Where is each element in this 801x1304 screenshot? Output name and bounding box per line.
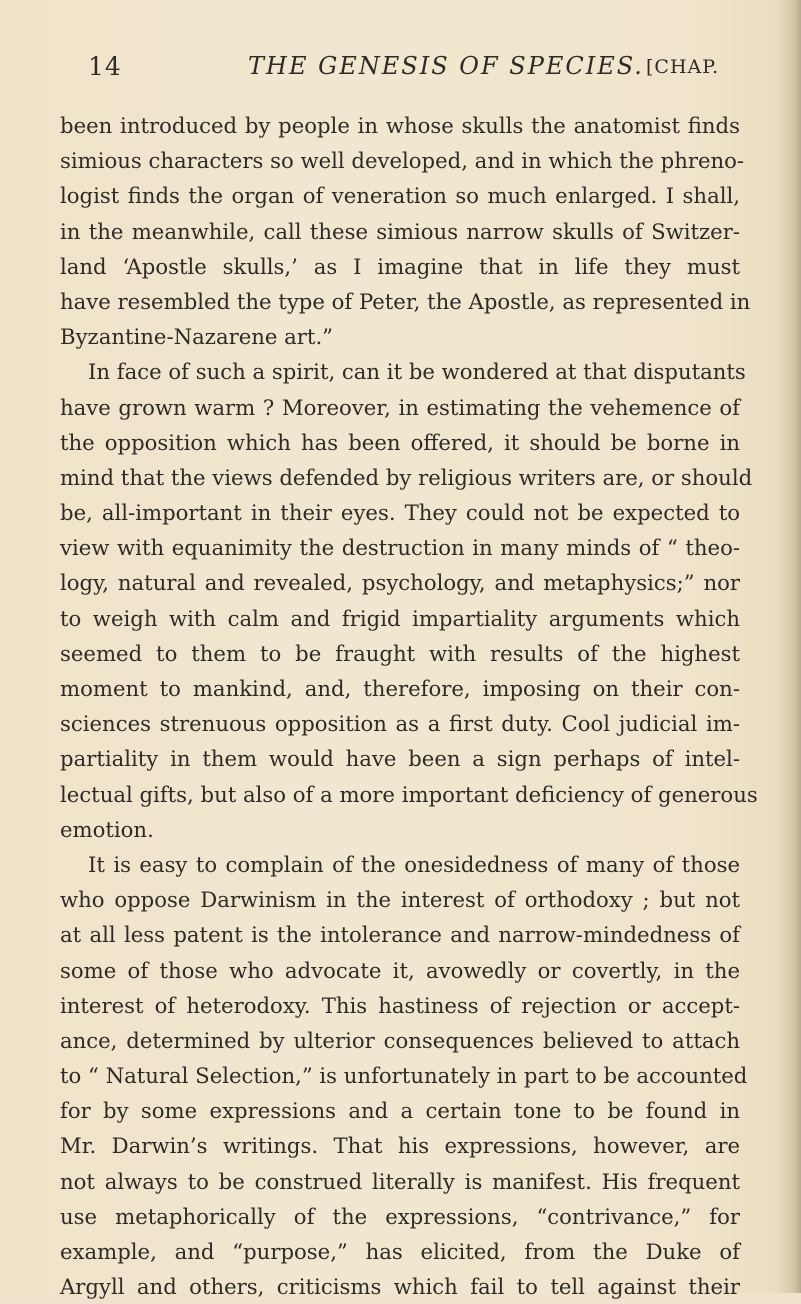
paragraph-start-line: In face of such a spirit, can it be wondered at that disputants <box>88 359 746 385</box>
text-line: the opposition which has been offered, it should be borne in <box>60 429 740 455</box>
text-line: have resembled the type of Peter, the Apostle, as represented in <box>60 288 751 314</box>
text-line: logist finds the organ of veneration so much enlarged. I shall, <box>60 183 740 209</box>
text-line: example, and “purpose,” has elicited, from the Duke of <box>60 1239 740 1264</box>
page-number: 14 <box>88 52 122 81</box>
page-header <box>0 52 801 92</box>
text-line: logy, natural and revealed, psychology, and metaphysics;” nor <box>60 570 740 596</box>
text-line: for by some expressions and a certain tone to be found in <box>60 1098 740 1124</box>
text-line: be, all-important in their eyes. They could not be expected to <box>60 500 740 526</box>
text-line: who oppose Darwinism in the interest of orthodoxy ; but not <box>60 887 740 913</box>
text-line: in the meanwhile, call these simious narrow skulls of Switzer- <box>60 218 740 244</box>
text-line: mind that the views defended by religious writers are, or should <box>60 464 753 490</box>
body-text <box>60 108 758 1304</box>
text-line: sciences strenuous opposition as a first duty. Cool judicial im- <box>60 711 740 737</box>
text-line: land ‘Apostle skulls,’ as I imagine that in life they must <box>60 253 740 279</box>
text-line: Byzantine-Nazarene art.” <box>60 324 334 350</box>
text-line: Argyll and others, criticisms which fail to tell against their <box>60 1274 740 1300</box>
paragraph-start-line: It is easy to complain of the onesidedness of many of those <box>88 851 740 877</box>
text-line: not always to be construed literally is manifest. His frequent <box>60 1168 740 1194</box>
running-title: THE GENESIS OF SPECIES. <box>248 52 644 80</box>
text-line: simious characters so well developed, and in which the phreno- <box>60 148 745 174</box>
text-line: have grown warm ? Moreover, in estimating the vehemence of <box>60 394 740 420</box>
text-line: view with equanimity the destruction in many minds of “ theo- <box>60 535 740 561</box>
text-line: to “ Natural Selection,” is unfortunately in part to be accounted <box>60 1063 748 1089</box>
text-line: at all less patent is the intolerance and narrow-mindedness of <box>60 922 740 948</box>
text-line: some of those who advocate it, avowedly or covertly, in the <box>60 957 740 983</box>
text-line: ance, determined by ulterior consequences believed to attach <box>60 1027 740 1053</box>
text-line: use metaphorically of the expressions, “contrivance,” for <box>60 1203 740 1229</box>
text-line: Mr. Darwin’s writings. That his expressions, however, are <box>60 1133 740 1159</box>
text-line: lectual gifts, but also of a more important deficiency of generous <box>60 781 758 807</box>
text-line: seemed to them to be fraught with results of the highest <box>60 640 740 666</box>
text-line: to weigh with calm and frigid impartiality arguments which <box>60 605 740 631</box>
page-edge-shadow <box>777 0 801 1293</box>
text-line: been introduced by people in whose skulls the anatomist finds <box>60 113 740 138</box>
chapter-label: [CHAP. <box>646 56 720 78</box>
text-line: interest of heterodoxy. This hastiness of rejection or accept- <box>60 992 740 1018</box>
text-line: partiality in them would have been a sign perhaps of intel- <box>60 746 740 772</box>
text-line: emotion. <box>60 816 154 842</box>
text-line: moment to mankind, and, therefore, imposing on their con- <box>60 676 740 701</box>
